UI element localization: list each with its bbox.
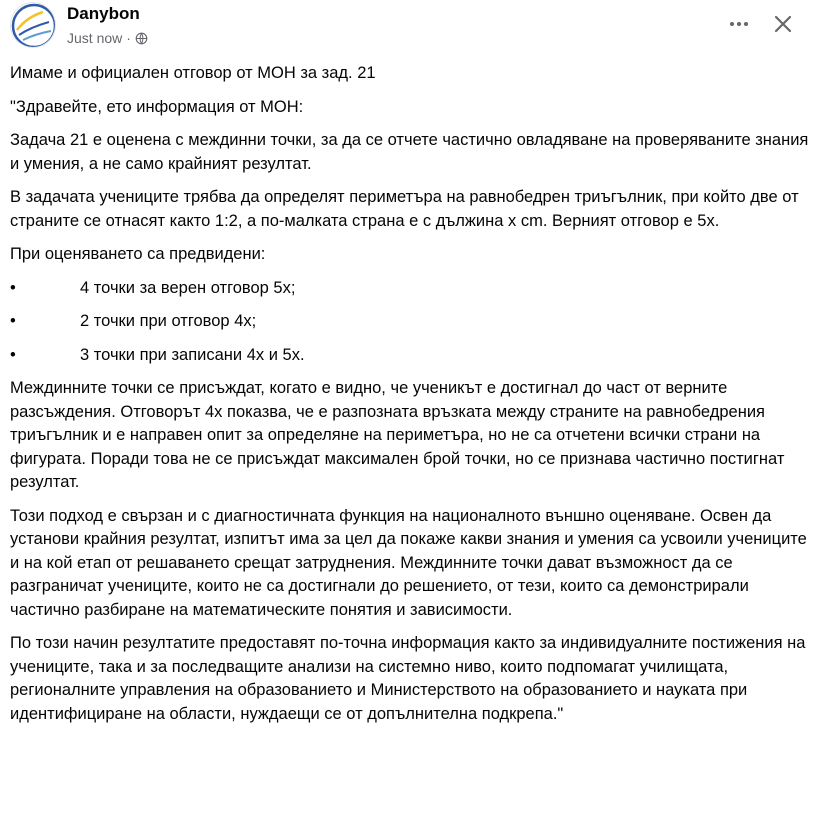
post-paragraph: "Здравейте, ето информация от МОН: <box>10 97 304 116</box>
post-meta <box>67 30 148 46</box>
post-paragraph: В задачата учениците трябва да определят периметъра на равнобедрен триъгълник, при който две от страните се отнасят както 1:2, а по-малката страна е с дължина x cm. Верният отговор е 5x. <box>10 188 799 230</box>
post-timestamp[interactable]: Just now <box>67 30 123 46</box>
list-item <box>10 310 820 334</box>
bullet-mark: • <box>10 345 16 364</box>
avatar[interactable] <box>10 2 56 48</box>
post-author-name[interactable]: Danybon <box>67 4 140 23</box>
bullet-mark: • <box>10 312 16 330</box>
post-paragraph: При оценяването са предвидени: <box>10 245 266 263</box>
list-item-text: 3 точки при записани 4x и 5x. <box>80 345 305 364</box>
globe-icon <box>135 32 148 45</box>
bullet-mark: • <box>10 278 16 297</box>
list-item <box>10 344 820 368</box>
list-item <box>10 277 820 301</box>
meta-separator: · <box>126 30 131 46</box>
danybon-logo-icon <box>11 3 56 48</box>
list-item-text: 2 точки при отговор 4x; <box>80 312 257 330</box>
list-item-text: 4 точки за верен отговор 5x; <box>80 278 296 297</box>
more-options-button[interactable] <box>723 8 755 40</box>
post-body <box>10 62 820 736</box>
close-icon <box>767 8 799 40</box>
close-button[interactable] <box>767 8 799 40</box>
post-paragraph: По този начин резултатите предоставят по-точна информация както за индивидуалните постижения на учениците, така и за последващите анализи на системно ниво, които подпомагат училищата, регионалните управления на образованието и Министерството на образованието и науката при идентифициране на области, нуждаещи се от допълнителна подкрепа." <box>10 634 806 723</box>
post-paragraph: Междинните точки се присъждат, когато е видно, че ученикът е достигнал до част от верните разсъждения. Отговорът 4x показва, че е разпозната връзката между страните на равнобедрения триъгълник и е направен опит за определяне на периметъра, но не са отчетени всички страни на фигурата. Поради това не се присъждат максимален брой точки, но се признава частично постигнат резултат. <box>10 379 785 491</box>
post-header <box>0 0 828 60</box>
post-paragraph: Този подход е свързан и с диагностичната функция на националното външно оценяване. Освен да установи крайния резултат, изпитът има за цел да покаже какви знания и умения са усвоили учениците и на кой етап от решаването срещат затруднения. Междинните точки дават възможност да се разграничат учениците, които не са достигнали до решението, от тези, които са демонстрирали частично разбиране на математическите понятия и зависимости. <box>10 506 807 619</box>
post-paragraph: Имаме и официален отговор от МОН за зад. 21 <box>10 64 376 82</box>
more-horizontal-icon <box>723 8 755 40</box>
post-paragraph: Задача 21 е оценена с междинни точки, за да се отчете частично овладяване на проверяваните знания и умения, а не само крайният резултат. <box>10 131 809 173</box>
